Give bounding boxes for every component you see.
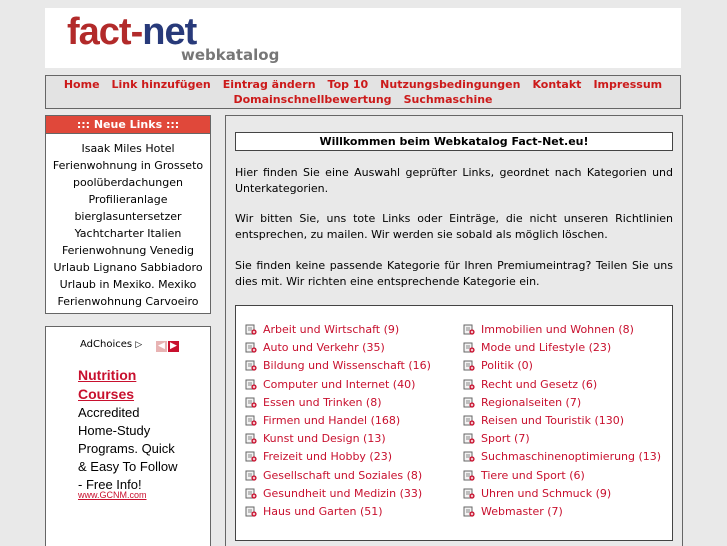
new-link-item[interactable]: Urlaub Lignano Sabbiadoro xyxy=(53,261,203,274)
category-link[interactable] xyxy=(245,467,431,485)
category-folder-icon xyxy=(463,450,475,462)
category-link[interactable] xyxy=(245,376,431,394)
new-link-item[interactable]: Isaak Miles Hotel xyxy=(81,142,175,155)
category-label: Immobilien und Wohnen (8) xyxy=(481,323,634,336)
ad-next-icon[interactable]: ▶ xyxy=(168,341,179,352)
new-link-item[interactable]: Urlaub in Mexiko. Mexiko xyxy=(59,278,197,291)
category-folder-icon xyxy=(463,487,475,499)
category-folder-icon xyxy=(245,469,257,481)
nav-link[interactable]: Home xyxy=(63,78,100,91)
category-link[interactable] xyxy=(245,485,431,503)
category-folder-icon xyxy=(463,359,475,371)
category-folder-icon xyxy=(245,414,257,426)
category-link[interactable] xyxy=(463,503,661,521)
new-links-list xyxy=(46,134,210,310)
nav-link[interactable]: Eintrag ändern xyxy=(222,78,316,91)
category-folder-icon xyxy=(245,341,257,353)
category-label: Gesundheit und Medizin (33) xyxy=(263,486,423,500)
category-folder-icon xyxy=(463,323,475,335)
category-column-right xyxy=(463,321,661,521)
category-folder-icon xyxy=(245,432,257,444)
nav-link[interactable]: Link hinzufügen xyxy=(111,78,211,91)
category-folder-icon xyxy=(245,396,257,408)
category-label: Bildung und Wissenschaft (16) xyxy=(263,359,431,373)
ad-title-link[interactable]: Nutrition Courses xyxy=(78,367,137,402)
category-label: Reisen und Touristik (130) xyxy=(481,413,625,427)
category-box xyxy=(235,305,673,541)
category-label: Firmen und Handel (168) xyxy=(263,413,401,427)
category-label: Suchmaschinenoptimierung (13) xyxy=(481,450,662,464)
welcome-title: Willkommen beim Webkatalog Fact-Net.eu! xyxy=(235,132,673,151)
category-link[interactable] xyxy=(245,321,431,339)
category-folder-icon xyxy=(245,359,257,371)
category-link[interactable] xyxy=(245,448,431,466)
category-link[interactable] xyxy=(245,394,431,412)
category-link[interactable] xyxy=(463,485,661,503)
category-folder-icon xyxy=(245,450,257,462)
category-label: Regionalseiten (7) xyxy=(481,395,582,409)
category-label: Mode und Lifestyle (23) xyxy=(481,341,612,355)
main-content xyxy=(225,115,683,546)
adchoices-label[interactable]: AdChoices ▷ xyxy=(80,339,143,350)
category-label: Freizeit und Hobby (23) xyxy=(263,450,393,464)
ad-arrows xyxy=(156,338,180,352)
category-folder-icon xyxy=(463,505,475,517)
category-folder-icon xyxy=(463,341,475,353)
category-label: Politik (0) xyxy=(481,359,533,373)
category-label: Recht und Gesetz (6) xyxy=(481,377,598,391)
ad-body-text: Accredited Home-Study Programs. Quick & Easy To Follow - Free Info! xyxy=(78,405,178,492)
category-link[interactable] xyxy=(463,339,661,357)
category-column-left xyxy=(245,321,431,521)
category-folder-icon xyxy=(463,469,475,481)
category-label: Computer und Internet (40) xyxy=(263,377,416,391)
category-label: Essen und Trinken (8) xyxy=(263,395,382,409)
intro-paragraph-1: Hier finden Sie eine Auswahl geprüfter Links, geordnet nach Kategorien und Unterkategorien. xyxy=(235,166,673,195)
main-nav xyxy=(45,75,681,109)
category-link[interactable] xyxy=(245,503,431,521)
new-links-box xyxy=(45,115,211,314)
new-link-item[interactable]: bierglasuntersetzer xyxy=(74,210,182,223)
category-link[interactable] xyxy=(463,394,661,412)
category-link[interactable] xyxy=(245,412,431,430)
logo-fact-text: fact- xyxy=(67,11,143,53)
category-label: Auto und Verkehr (35) xyxy=(263,341,385,355)
category-link[interactable] xyxy=(245,357,431,375)
nav-link[interactable]: Kontakt xyxy=(532,78,582,91)
category-link[interactable] xyxy=(245,339,431,357)
category-link[interactable] xyxy=(463,412,661,430)
category-folder-icon xyxy=(463,396,475,408)
category-folder-icon xyxy=(245,323,257,335)
ad-unit[interactable] xyxy=(74,333,184,546)
new-link-item[interactable]: Ferienwohnung Carvoeiro xyxy=(57,295,199,308)
category-label: Uhren und Schmuck (9) xyxy=(481,486,612,500)
category-label: Tiere und Sport (6) xyxy=(481,468,585,482)
nav-row-secondary xyxy=(46,92,680,107)
category-link[interactable] xyxy=(463,376,661,394)
new-link-item[interactable]: Ferienwohnung in Grosseto xyxy=(52,159,204,172)
intro-paragraph-2: Wir bitten Sie, uns tote Links oder Einträge, die nicht unseren Richtlinien entsprechen, zu mailen. Wir werden sie sobald als möglich löschen. xyxy=(235,212,673,241)
category-link[interactable] xyxy=(463,321,661,339)
category-link[interactable] xyxy=(463,448,661,466)
category-link[interactable] xyxy=(463,430,661,448)
new-link-item[interactable]: Yachtcharter Italien xyxy=(74,227,182,240)
category-label: Kunst und Design (13) xyxy=(263,432,386,446)
category-folder-icon xyxy=(245,378,257,390)
new-links-title: ::: Neue Links ::: xyxy=(46,116,210,134)
nav-link[interactable]: Impressum xyxy=(593,78,663,91)
category-folder-icon xyxy=(463,432,475,444)
new-link-item[interactable]: Ferienwohnung Venedig xyxy=(61,244,195,257)
nav-link[interactable]: Nutzungsbedingungen xyxy=(380,78,521,91)
category-link[interactable] xyxy=(463,467,661,485)
category-label: Webmaster (7) xyxy=(481,504,563,518)
logo-subtitle: webkatalog xyxy=(181,46,280,64)
category-label: Gesellschaft und Soziales (8) xyxy=(263,468,423,482)
ad-box xyxy=(45,326,211,546)
site-header xyxy=(45,8,681,68)
category-folder-icon xyxy=(463,414,475,426)
nav-link[interactable]: Top 10 xyxy=(327,78,369,91)
nav-link[interactable]: Domainschnellbewertung xyxy=(233,93,392,106)
logo-net-text: net xyxy=(142,11,197,53)
ad-prev-icon[interactable]: ◀ xyxy=(156,341,167,352)
new-link-item[interactable]: Profilieranlage xyxy=(88,193,168,206)
nav-link[interactable]: Suchmaschine xyxy=(403,93,493,106)
category-label: Haus und Garten (51) xyxy=(263,504,383,518)
category-link[interactable] xyxy=(245,430,431,448)
category-folder-icon xyxy=(463,378,475,390)
intro-paragraph-3: Sie finden keine passende Kategorie für Ihren Premiumeintrag? Teilen Sie uns dies mit. Wir richten eine entsprechende Kategorie ein. xyxy=(235,259,673,288)
new-link-item[interactable]: poolüberdachungen xyxy=(73,176,183,189)
nav-row-primary xyxy=(46,77,680,92)
ad-url-link[interactable]: www.GCNM.com xyxy=(78,490,147,500)
category-link[interactable] xyxy=(463,357,661,375)
adchoices-icon: ▷ xyxy=(135,340,143,350)
category-label: Arbeit und Wirtschaft (9) xyxy=(263,323,400,336)
site-logo[interactable] xyxy=(67,10,196,54)
category-label: Sport (7) xyxy=(481,432,530,446)
category-folder-icon xyxy=(245,487,257,499)
category-folder-icon xyxy=(245,505,257,517)
